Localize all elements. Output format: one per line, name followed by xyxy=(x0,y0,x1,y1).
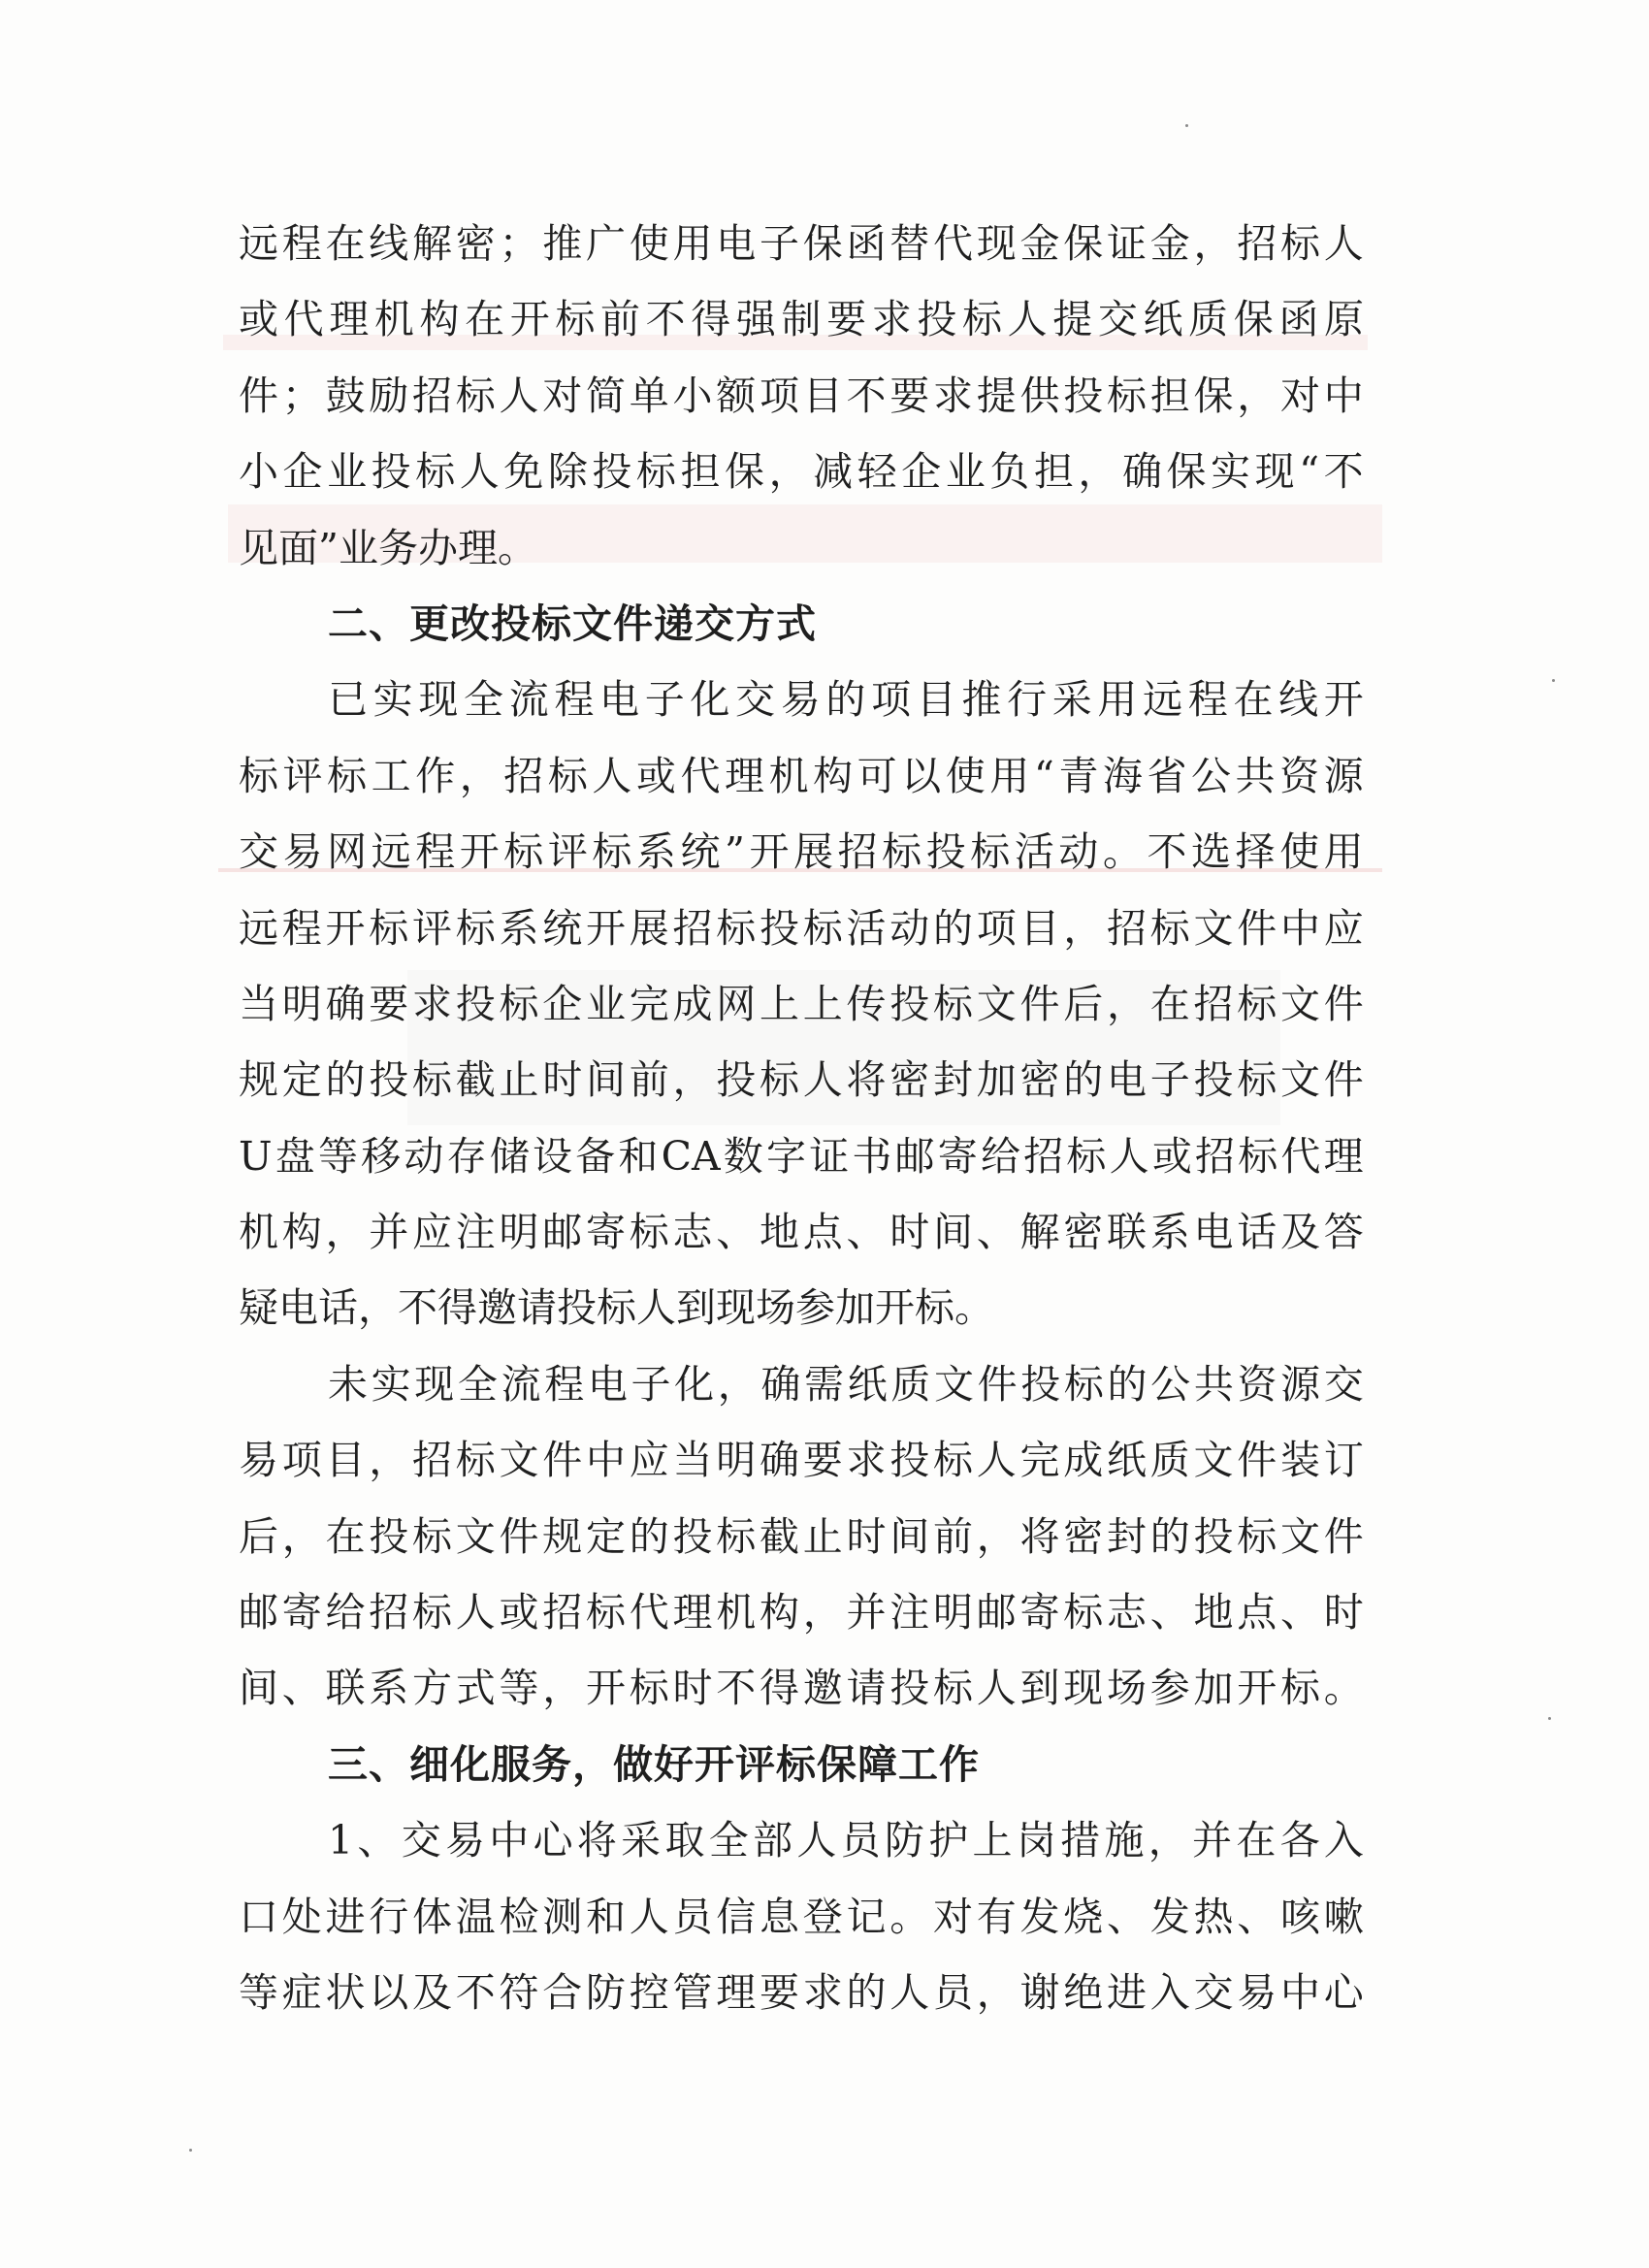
text-line: 口 处 进 行 体 温 检 测 和 人 员 信 息 登 记 。 对 有 发 烧 、 发 热 、 咳 嗽 xyxy=(239,1893,1364,1940)
document-body xyxy=(239,206,1364,2030)
text-line: 当 明 确 要 求 投 标 企 业 完 成 网 上 上 传 投 标 文 件 后 ， 在 招 标 文 件 xyxy=(239,980,1364,1027)
text-line: 小 企 业 投 标 人 免 除 投 标 担 保 ， 减 轻 企 业 负 担 ， 确 保 实 现 “ 不 xyxy=(239,448,1364,496)
scan-speck xyxy=(189,2149,192,2152)
section-heading: 二、更改投标文件递交方式 xyxy=(328,599,817,647)
text-line: 标 评 标 工 作 ， 招 标 人 或 代 理 机 构 可 以 使 用 “ 青 海 省 公 共 资 源 xyxy=(239,752,1364,799)
text-line: 件 ； 鼓 励 招 标 人 对 简 单 小 额 项 目 不 要 求 提 供 投 标 担 保 ， 对 中 xyxy=(239,372,1364,419)
text-line: 未 实 现 全 流 程 电 子 化 ， 确 需 纸 质 文 件 投 标 的 公 共 资 源 交 xyxy=(328,1360,1364,1408)
text-line: 等 症 状 以 及 不 符 合 防 控 管 理 要 求 的 人 员 ， 谢 绝 进 入 交 易 中 心 xyxy=(239,1968,1364,2016)
text-line: 远 程 在 线 解 密 ； 推 广 使 用 电 子 保 函 替 代 现 金 保 证 金 ， 招 标 人 xyxy=(239,220,1364,267)
scan-speck xyxy=(1548,1717,1551,1720)
text-line: 1 、 交 易 中 心 将 采 取 全 部 人 员 防 护 上 岗 措 施 ， 并 在 各 入 xyxy=(328,1817,1364,1864)
text-line: 机 构 ， 并 应 注 明 邮 寄 标 志 、 地 点 、 时 间 、 解 密 联 系 电 话 及 答 xyxy=(239,1209,1364,1256)
text-line: 见面”业务办理。 xyxy=(239,524,537,571)
scan-speck xyxy=(1185,124,1188,127)
text-line: 或 代 理 机 构 在 开 标 前 不 得 强 制 要 求 投 标 人 提 交 纸 质 保 函 原 xyxy=(239,296,1364,343)
text-line: 疑电话，不得邀请投标人到现场参加开标。 xyxy=(239,1284,994,1332)
text-line: 规 定 的 投 标 截 止 时 间 前 ， 投 标 人 将 密 封 加 密 的 电 子 投 标 文 件 xyxy=(239,1056,1364,1104)
text-line: 已 实 现 全 流 程 电 子 化 交 易 的 项 目 推 行 采 用 远 程 在 线 开 xyxy=(328,676,1364,724)
scan-speck xyxy=(1552,679,1555,682)
text-line: 远 程 开 标 评 标 系 统 开 展 招 标 投 标 活 动 的 项 目 ， 招 标 文 件 中 应 xyxy=(239,904,1364,952)
text-line: 间 、 联 系 方 式 等 ， 开 标 时 不 得 邀 请 投 标 人 到 现 场 参 加 开 标 。 xyxy=(239,1665,1364,1712)
text-line: 易 项 目 ， 招 标 文 件 中 应 当 明 确 要 求 投 标 人 完 成 纸 质 文 件 装 订 xyxy=(239,1437,1364,1484)
section-heading: 三、细化服务，做好开评标保障工作 xyxy=(328,1740,980,1788)
text-line: 邮 寄 给 招 标 人 或 招 标 代 理 机 构 ， 并 注 明 邮 寄 标 志 、 地 点 、 时 xyxy=(239,1589,1364,1636)
text-line: 交 易 网 远 程 开 标 评 标 系 统 ” 开 展 招 标 投 标 活 动 。 不 选 择 使 用 xyxy=(239,828,1364,876)
text-line: 后 ， 在 投 标 文 件 规 定 的 投 标 截 止 时 间 前 ， 将 密 封 的 投 标 文 件 xyxy=(239,1512,1364,1560)
text-line: U 盘 等 移 动 存 储 设 备 和 CA 数 字 证 书 邮 寄 给 招 标 人 或 招 标 代 理 xyxy=(239,1132,1364,1180)
